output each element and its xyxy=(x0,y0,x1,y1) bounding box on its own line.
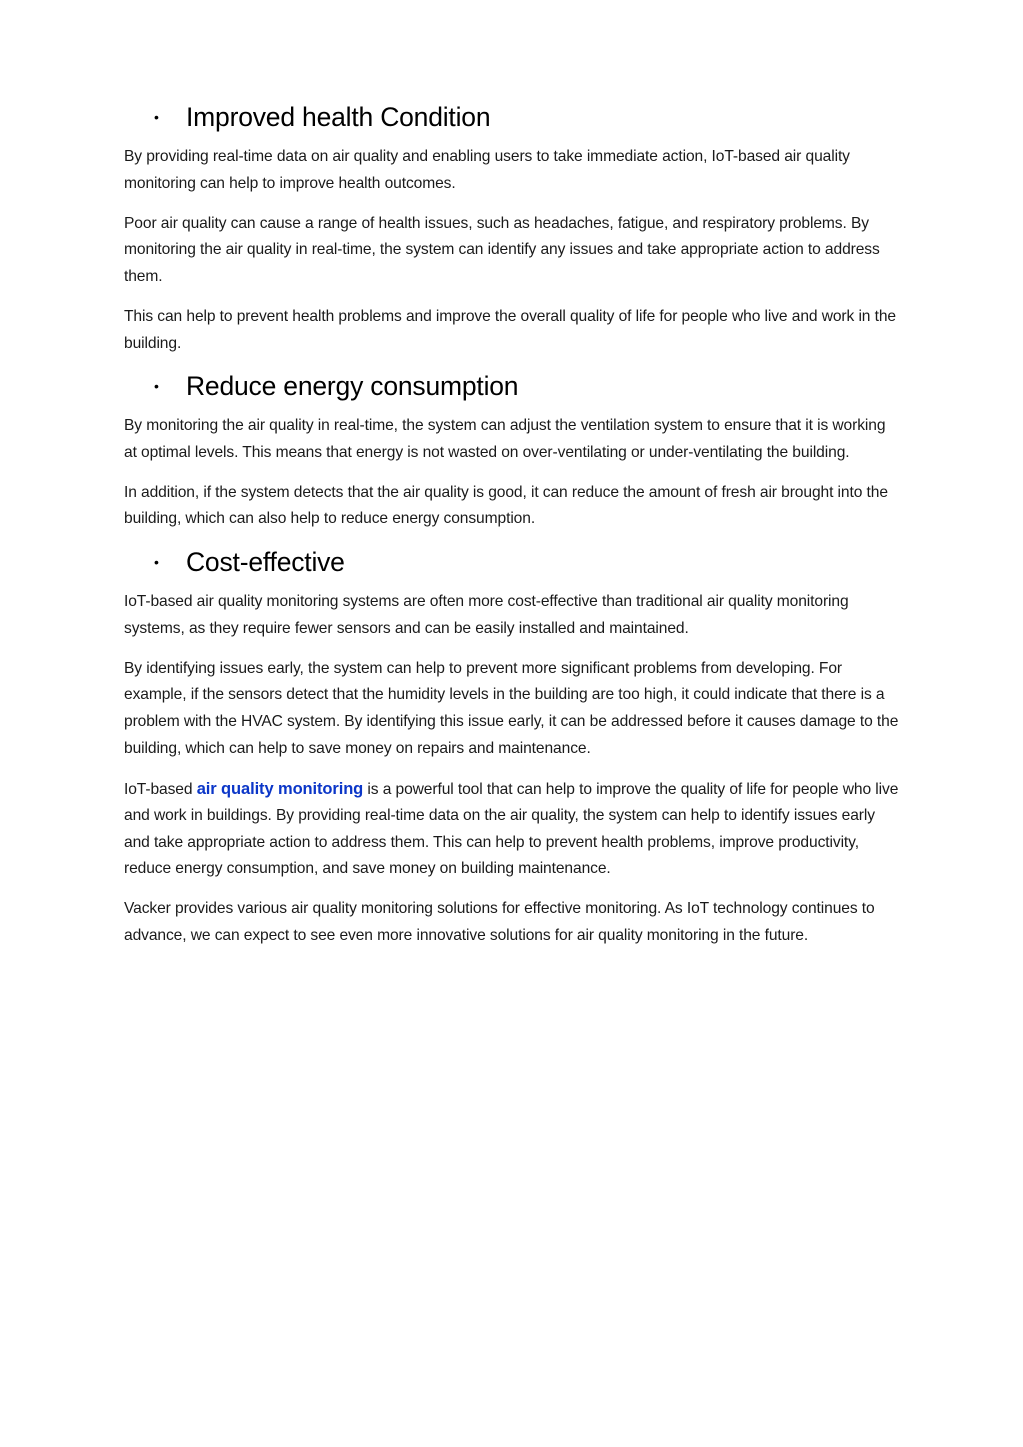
final-paragraph: Vacker provides various air quality monitoring solutions for effective monitoring. As IoT technology continues to advance, we can expect to see even more innovative solutions for air quality monitoring in the future. xyxy=(124,900,875,945)
section-heading-health xyxy=(124,95,899,139)
paragraph: By monitoring the air quality in real-time, the system can adjust the ventilation system to ensure that it is working at optimal levels. This means that energy is not wasted on over-ventilating or under-ventilating the building. xyxy=(124,417,886,461)
section-heading-energy xyxy=(124,364,899,408)
bullet-marker: • xyxy=(154,378,159,395)
paragraph: This can help to prevent health problems and improve the overall quality of life for people who live and work in the building. xyxy=(124,307,896,352)
closing-paragraph xyxy=(124,776,899,883)
heading-text: Reduce energy consumption xyxy=(186,370,519,401)
bullet-marker: • xyxy=(154,554,159,571)
closing-prefix: IoT-based xyxy=(124,780,197,798)
bullet-marker: • xyxy=(154,109,159,125)
air-quality-monitoring-link[interactable]: air quality monitoring xyxy=(196,779,364,798)
section-heading-cost xyxy=(124,540,899,584)
paragraph: IoT-based air quality monitoring systems are often more cost-effective than traditional air quality monitoring systems, as they require fewer sensors and can be easily installed and maintained. xyxy=(124,593,849,637)
heading-text: Improved health Condition xyxy=(186,101,491,132)
paragraph: Poor air quality can cause a range of health issues, such as headaches, fatigue, and respiratory problems. By monitoring the air quality in real-time, the system can identify any issues and take appropriate action to address them. xyxy=(124,214,880,285)
paragraph: By identifying issues early, the system can help to prevent more significant problems from developing. For example, if the sensors detect that the humidity levels in the building are too high, it could indicate that there is a problem with the HVAC system. By identifying this issue early, it can be addressed before it causes damage to the building, which can help to save money on repairs and maintenance. xyxy=(124,659,899,757)
document-page xyxy=(124,95,899,950)
closing-suffix: is a powerful tool that can help to improve the quality of life for people who live and work in buildings. By providing real-time data on the air quality, the system can help to identify issues early and take appropriate action to address them. This can help to prevent health problems, improve productivity, reduce energy consumption, and save money on building maintenance. xyxy=(124,780,899,878)
paragraph: In addition, if the system detects that the air quality is good, it can reduce the amount of fresh air brought into the building, which can also help to reduce energy consumption. xyxy=(124,483,888,528)
heading-text: Cost-effective xyxy=(186,546,345,577)
paragraph: By providing real-time data on air quality and enabling users to take immediate action, IoT-based air quality monitoring can help to improve health outcomes. xyxy=(124,148,850,192)
